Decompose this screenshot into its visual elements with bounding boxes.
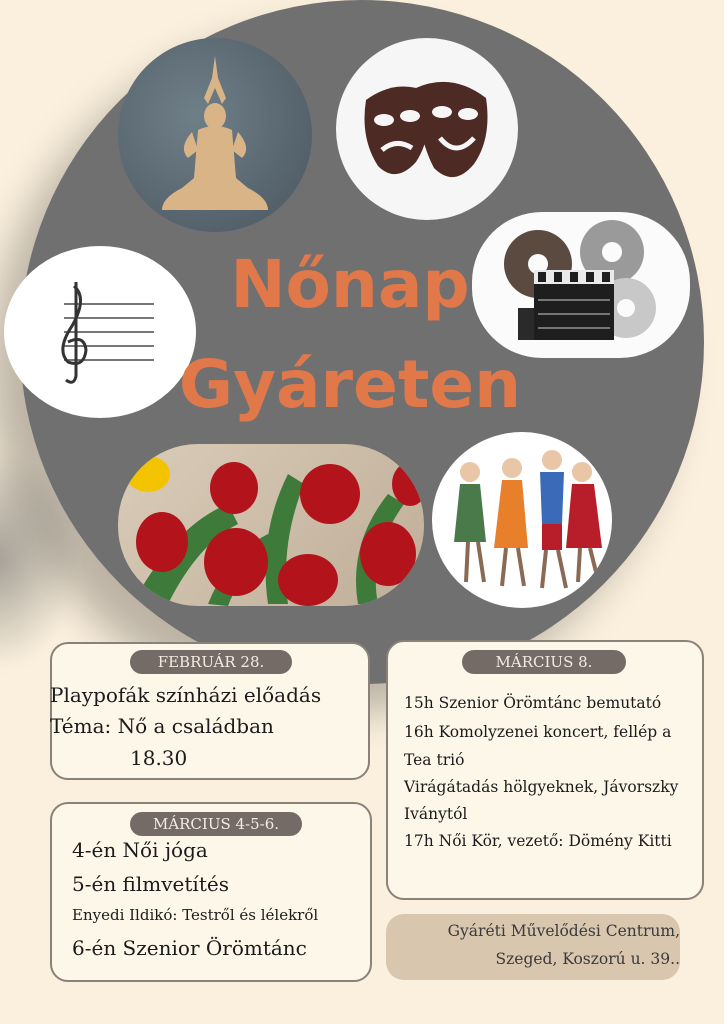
event-line: Tea trió (404, 751, 465, 769)
event-line: 16h Komolyzenei koncert, fellép a (404, 723, 672, 741)
event-box-march-8 (386, 640, 704, 900)
address-line-1: Gyáréti Művelődési Centrum, (447, 922, 680, 940)
date-badge-march-4-5-6: MÁRCIUS 4-5-6. (130, 812, 302, 836)
event-line: 4-én Női jóga (72, 838, 208, 862)
senior-dancers-image (432, 432, 612, 608)
title-line-1: Nőnap (230, 246, 470, 323)
event-line: Téma: Nő a családban (50, 714, 274, 738)
event-line: Virágátadás hölgyeknek, Jávorszky (404, 778, 679, 796)
event-line: 17h Női Kör, vezető: Dömény Kitti (404, 832, 672, 850)
yoga-figure-image (118, 38, 312, 232)
event-line: 5-én filmvetítés (72, 872, 229, 896)
title-line-2: Gyáreten (178, 346, 522, 423)
date-badge-february: FEBRUÁR 28. (130, 650, 292, 674)
event-time: 18.30 (130, 746, 188, 770)
venue-address (386, 914, 680, 980)
event-line: Enyedi Ildikó: Testről és lélekről (72, 906, 319, 924)
event-line: Playpofák színházi előadás (50, 683, 322, 707)
red-tulips-image (118, 444, 424, 606)
date-badge-march-8: MÁRCIUS 8. (462, 650, 626, 674)
event-line: Iványtól (404, 805, 468, 823)
event-line: 6-én Szenior Örömtánc (72, 936, 307, 960)
event-line: 15h Szenior Örömtánc bemutató (404, 694, 662, 712)
theatre-masks-image (336, 38, 518, 220)
address-line-2: Szeged, Koszorú u. 39.. (495, 950, 680, 968)
